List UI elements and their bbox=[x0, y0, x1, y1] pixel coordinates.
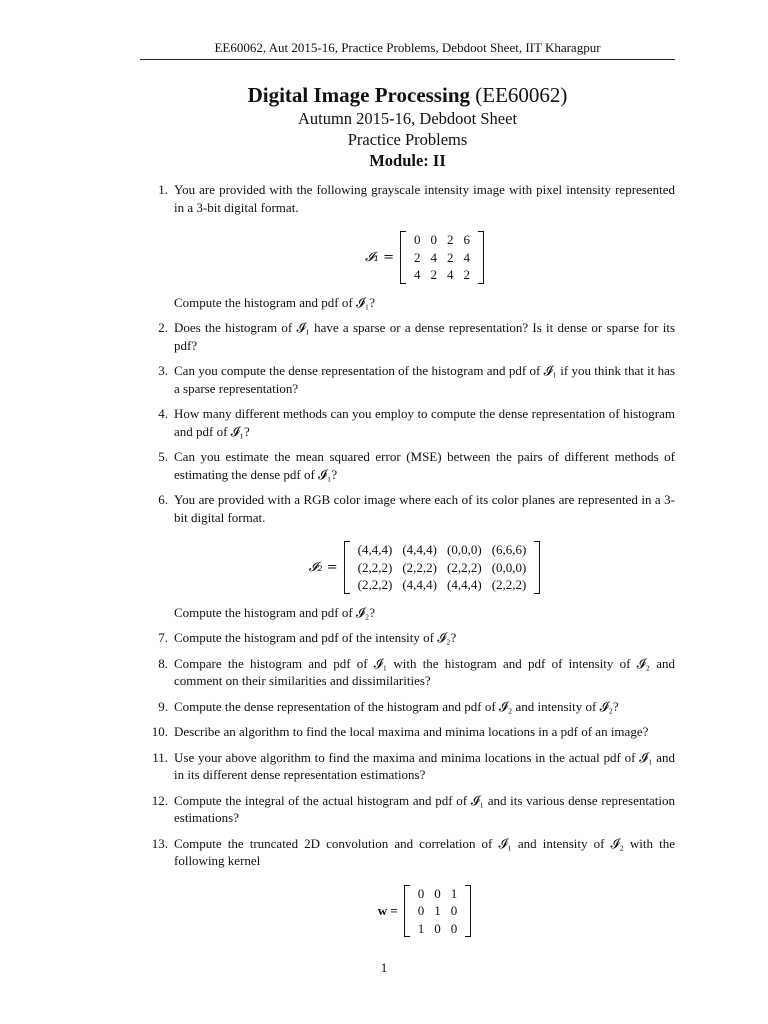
right-bracket bbox=[465, 885, 471, 938]
matrix-I1-display bbox=[174, 231, 675, 284]
problem-text: Describe an algorithm to find the local maxima and minima locations in a pdf of an image? bbox=[174, 724, 649, 739]
title-block bbox=[140, 82, 675, 172]
problem-text: How many different methods can you employ to compute the dense representation of histogram and pdf of 𝓘₁? bbox=[174, 406, 675, 439]
matrix-row bbox=[353, 559, 532, 577]
matrix-I2-display bbox=[174, 541, 675, 594]
matrix-cell: (4,4,4) bbox=[402, 577, 438, 592]
right-bracket bbox=[534, 541, 540, 594]
matrix-cell: 0 bbox=[434, 885, 441, 901]
problem-number: 10. bbox=[151, 724, 168, 739]
matrix-I2-table bbox=[353, 541, 532, 594]
matrix-cell: 0 bbox=[450, 903, 458, 918]
matrix-cell: (0,0,0) bbox=[491, 559, 527, 575]
matrix-row bbox=[413, 885, 463, 903]
right-bracket bbox=[478, 231, 484, 284]
title-bold: Digital Image Processing bbox=[247, 83, 470, 107]
problem-number: 4. bbox=[158, 406, 168, 421]
problem-11 bbox=[140, 749, 675, 784]
practice-problems-line: Practice Problems bbox=[347, 130, 468, 149]
matrix-cell: 0 bbox=[434, 920, 441, 936]
problem-followup: Compute the histogram and pdf of 𝓘₁? bbox=[174, 294, 376, 310]
term-line: Autumn 2015-16, Debdoot Sheet bbox=[297, 109, 518, 128]
problem-text: Compute the integral of the actual histogram and pdf of 𝓘₁ and its various dense representation estimations? bbox=[174, 792, 675, 825]
matrix-I2 bbox=[344, 541, 541, 594]
problem-10 bbox=[140, 723, 675, 741]
matrix-I1-label: 𝓘₁ = bbox=[364, 249, 395, 265]
matrix-cell: (4,4,4) bbox=[402, 542, 438, 557]
title-code: (EE60062) bbox=[475, 83, 568, 107]
header-rule bbox=[140, 59, 675, 60]
matrix-w bbox=[404, 885, 472, 938]
matrix-I2-label: 𝓘₂ = bbox=[308, 559, 338, 575]
matrix-cell: (4,4,4) bbox=[357, 542, 393, 557]
problem-number: 7. bbox=[158, 630, 168, 645]
matrix-cell: (4,4,4) bbox=[447, 577, 482, 592]
problem-text: Compute the dense representation of the histogram and pdf of 𝓘₂ and intensity of 𝓘₂? bbox=[174, 698, 619, 714]
problem-followup: Compute the histogram and pdf of 𝓘₂? bbox=[174, 604, 376, 620]
matrix-cell: 2 bbox=[414, 249, 421, 265]
matrix-w-display bbox=[174, 885, 675, 938]
matrix-row bbox=[353, 541, 532, 559]
matrix-cell: 2 bbox=[430, 267, 438, 282]
left-bracket bbox=[400, 231, 406, 284]
problem-2 bbox=[140, 319, 675, 354]
matrix-I1-table bbox=[409, 231, 475, 284]
page-number: 1 bbox=[380, 960, 388, 975]
problem-number: 2. bbox=[158, 320, 168, 335]
matrix-row bbox=[409, 249, 475, 267]
matrix-cell: 1 bbox=[417, 920, 425, 936]
problem-text: You are provided with the following grayscale intensity image with pixel intensity represented in a 3-bit digital format. bbox=[174, 182, 675, 215]
problem-text: Can you compute the dense representation of the histogram and pdf of 𝓘₁ if you think that it has a sparse representation? bbox=[174, 363, 675, 396]
matrix-cell: (2,2,2) bbox=[447, 559, 482, 575]
matrix-row bbox=[413, 902, 463, 920]
matrix-cell: 6 bbox=[463, 232, 471, 247]
matrix-cell: (2,2,2) bbox=[357, 577, 393, 592]
matrix-row bbox=[353, 576, 532, 594]
problem-number: 5. bbox=[158, 449, 168, 464]
matrix-cell: 2 bbox=[447, 249, 454, 265]
problem-9 bbox=[140, 698, 675, 716]
problem-7 bbox=[140, 629, 675, 647]
matrix-w-label: w = bbox=[377, 903, 398, 918]
matrix-cell: 0 bbox=[417, 885, 425, 901]
matrix-cell: 2 bbox=[447, 232, 454, 247]
problem-number: 11. bbox=[152, 749, 168, 765]
problem-number: 8. bbox=[158, 655, 168, 671]
matrix-cell: 4 bbox=[414, 267, 421, 282]
problem-list bbox=[140, 181, 675, 947]
matrix-cell: (6,6,6) bbox=[491, 542, 527, 557]
matrix-cell: 4 bbox=[463, 249, 471, 265]
problem-8 bbox=[140, 655, 675, 690]
problem-number: 3. bbox=[158, 363, 168, 378]
running-header: EE60062, Aut 2015-16, Practice Problems, Debdoot Sheet, IIT Kharagpur bbox=[214, 40, 601, 55]
matrix-cell: 0 bbox=[417, 903, 425, 918]
problem-text: Compute the truncated 2D convolution and correlation of 𝓘₁ and intensity of 𝓘₂ with the following kernel bbox=[174, 835, 675, 868]
problem-6 bbox=[140, 491, 675, 621]
problem-text: Does the histogram of 𝓘₁ have a sparse or a dense representation? Is it dense or sparse for its pdf? bbox=[174, 320, 675, 353]
problem-number: 12. bbox=[151, 792, 168, 808]
problem-text: Compare the histogram and pdf of 𝓘₁ with the histogram and pdf of intensity of 𝓘₂ and comment on their similarities and dissimilarities? bbox=[174, 655, 675, 688]
matrix-cell: 0 bbox=[414, 232, 421, 247]
left-bracket bbox=[344, 541, 350, 594]
matrix-cell: 0 bbox=[430, 232, 438, 247]
matrix-cell: 1 bbox=[450, 885, 458, 901]
matrix-w-table bbox=[413, 885, 463, 938]
problem-13 bbox=[140, 835, 675, 938]
problem-3 bbox=[140, 362, 675, 397]
module-heading: Module: II bbox=[369, 151, 446, 170]
document-title bbox=[140, 82, 675, 108]
problem-4 bbox=[140, 405, 675, 440]
matrix-cell: (2,2,2) bbox=[491, 577, 527, 592]
left-bracket bbox=[404, 885, 410, 938]
matrix-cell: 1 bbox=[434, 903, 441, 918]
matrix-cell: (2,2,2) bbox=[402, 559, 438, 575]
problem-12 bbox=[140, 792, 675, 827]
matrix-cell: (0,0,0) bbox=[447, 542, 482, 557]
matrix-cell: 4 bbox=[447, 267, 454, 282]
matrix-row bbox=[409, 231, 475, 249]
matrix-cell: 2 bbox=[463, 267, 471, 282]
problem-number: 9. bbox=[158, 698, 168, 714]
problem-1 bbox=[140, 181, 675, 311]
matrix-row bbox=[413, 920, 463, 938]
matrix-cell: 4 bbox=[430, 249, 438, 265]
problem-number: 1. bbox=[158, 182, 168, 197]
matrix-row bbox=[409, 266, 475, 284]
problem-text: Compute the histogram and pdf of the intensity of 𝓘₂? bbox=[174, 630, 457, 645]
problem-number: 13. bbox=[151, 835, 168, 851]
problem-text: Use your above algorithm to find the maxima and minima locations in the actual pdf of 𝓘₁ and in its different dense representation estimations? bbox=[174, 749, 675, 782]
matrix-I1 bbox=[400, 231, 484, 284]
matrix-cell: 0 bbox=[450, 920, 458, 936]
problem-number: 6. bbox=[158, 492, 168, 507]
problem-5 bbox=[140, 448, 675, 483]
matrix-cell: (2,2,2) bbox=[357, 559, 393, 575]
problem-text: You are provided with a RGB color image where each of its color planes are represented in a 3-bit digital format. bbox=[174, 492, 675, 525]
problem-text: Can you estimate the mean squared error (MSE) between the pairs of different methods of estimating the dense pdf of 𝓘₁? bbox=[174, 449, 675, 482]
